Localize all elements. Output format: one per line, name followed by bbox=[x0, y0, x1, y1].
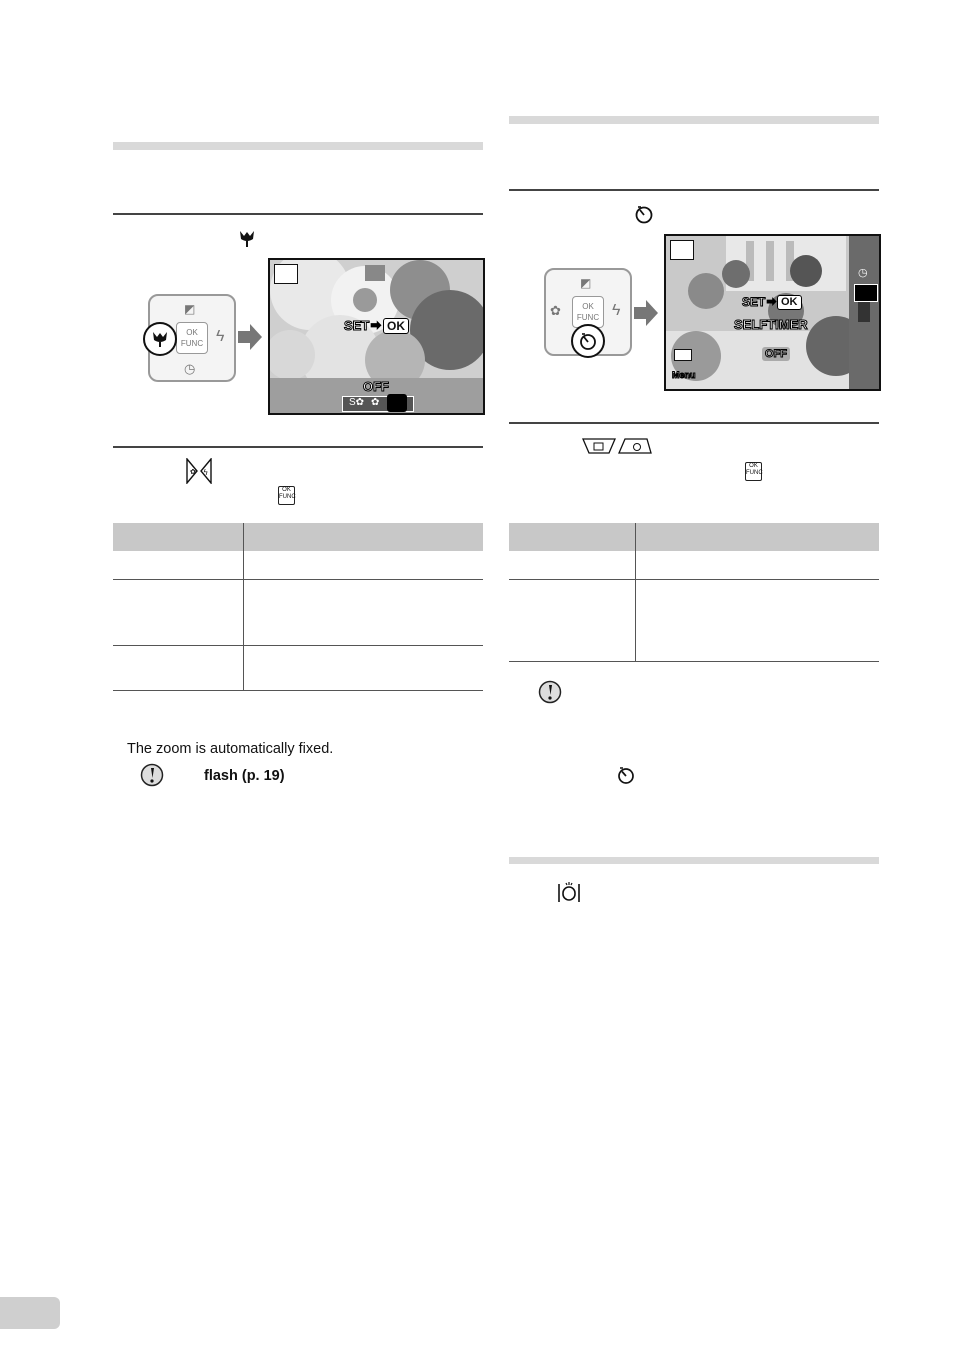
macro-button-highlight bbox=[143, 322, 177, 356]
exposure-icon: ◩ bbox=[580, 276, 592, 290]
section-band-selftimer bbox=[509, 116, 879, 124]
selftimer-icon bbox=[634, 204, 654, 224]
mode-box bbox=[274, 264, 298, 284]
selftimer-icon bbox=[573, 326, 603, 356]
ok-badge: OK bbox=[777, 295, 802, 310]
zoom-note: The zoom is automatically fixed. bbox=[127, 741, 334, 757]
selftimer-label: SELFTIMER bbox=[734, 317, 808, 332]
mode-indicator bbox=[365, 265, 385, 281]
ok-func-center: OK FUNC bbox=[572, 296, 604, 328]
macro-option-icon: ✿ bbox=[371, 397, 380, 408]
page-number-tab bbox=[0, 1297, 60, 1329]
camera-screen-macro bbox=[268, 258, 485, 415]
ok-badge: OK bbox=[383, 318, 409, 334]
macro-tulip-icon bbox=[237, 228, 257, 248]
table-header-right bbox=[509, 523, 879, 551]
macro-tulip-icon: ✿ bbox=[550, 303, 561, 318]
table-row-line bbox=[113, 690, 483, 691]
caution-icon bbox=[140, 763, 164, 787]
family-photo bbox=[666, 236, 879, 389]
step-rule-2-right bbox=[509, 422, 879, 424]
table-divider-left bbox=[243, 523, 244, 691]
ok-func-center: OK FUNC bbox=[176, 322, 208, 354]
selftimer-icon bbox=[616, 765, 636, 785]
selftimer-icon: ◷ bbox=[184, 361, 196, 376]
ok-func-button-icon: OK FUNC bbox=[278, 486, 295, 505]
set-label: SET bbox=[344, 318, 370, 333]
macro-options-strip bbox=[342, 396, 414, 412]
table-row-line bbox=[509, 579, 879, 580]
side-menu-item bbox=[858, 302, 870, 322]
af-illuminator-icon bbox=[557, 882, 581, 904]
selftimer-button-highlight bbox=[571, 324, 605, 358]
battery-icon bbox=[674, 349, 692, 361]
mode-box bbox=[670, 240, 694, 260]
arrow-glyph: ⇨ bbox=[767, 296, 777, 308]
selected-option bbox=[387, 394, 407, 412]
super-macro-icon: S✿ bbox=[349, 397, 365, 408]
section-band-af-illuminator bbox=[509, 857, 879, 864]
step-rule-2 bbox=[113, 446, 483, 448]
camera-screen-selftimer bbox=[664, 234, 881, 391]
selftimer-icon: ◷ bbox=[858, 267, 868, 279]
section-band-macro bbox=[113, 142, 483, 150]
arrow-right-icon bbox=[238, 322, 262, 352]
arrow-right-icon bbox=[634, 298, 658, 328]
exposure-selftimer-key-icon bbox=[581, 437, 653, 455]
flash-icon: ϟ bbox=[612, 302, 621, 319]
exposure-icon: ◩ bbox=[184, 302, 196, 316]
table-divider-right bbox=[635, 523, 636, 662]
side-menu-selected bbox=[854, 284, 878, 302]
caution-flash-link[interactable]: flash (p. 19) bbox=[204, 768, 285, 784]
step-rule-1 bbox=[113, 213, 483, 215]
left-right-keys-icon bbox=[186, 458, 212, 484]
set-label: SET bbox=[742, 295, 766, 309]
flash-icon: ϟ bbox=[216, 328, 225, 345]
off-label: OFF bbox=[762, 347, 790, 361]
table-row-line bbox=[509, 661, 879, 662]
table-row-line bbox=[113, 579, 483, 580]
macro-tulip-icon bbox=[145, 324, 175, 354]
arrow-glyph: ⇨ bbox=[371, 318, 382, 332]
step-rule-1-right bbox=[509, 189, 879, 191]
off-label: OFF bbox=[363, 379, 389, 394]
table-header-left bbox=[113, 523, 483, 551]
svg-text:ϟ: ϟ bbox=[203, 468, 209, 477]
caution-icon bbox=[538, 680, 562, 704]
ok-func-button-icon: OK FUNC bbox=[745, 462, 762, 481]
svg-text:✿: ✿ bbox=[190, 468, 196, 476]
menu-label: Menu bbox=[672, 370, 696, 380]
table-row-line bbox=[113, 645, 483, 646]
